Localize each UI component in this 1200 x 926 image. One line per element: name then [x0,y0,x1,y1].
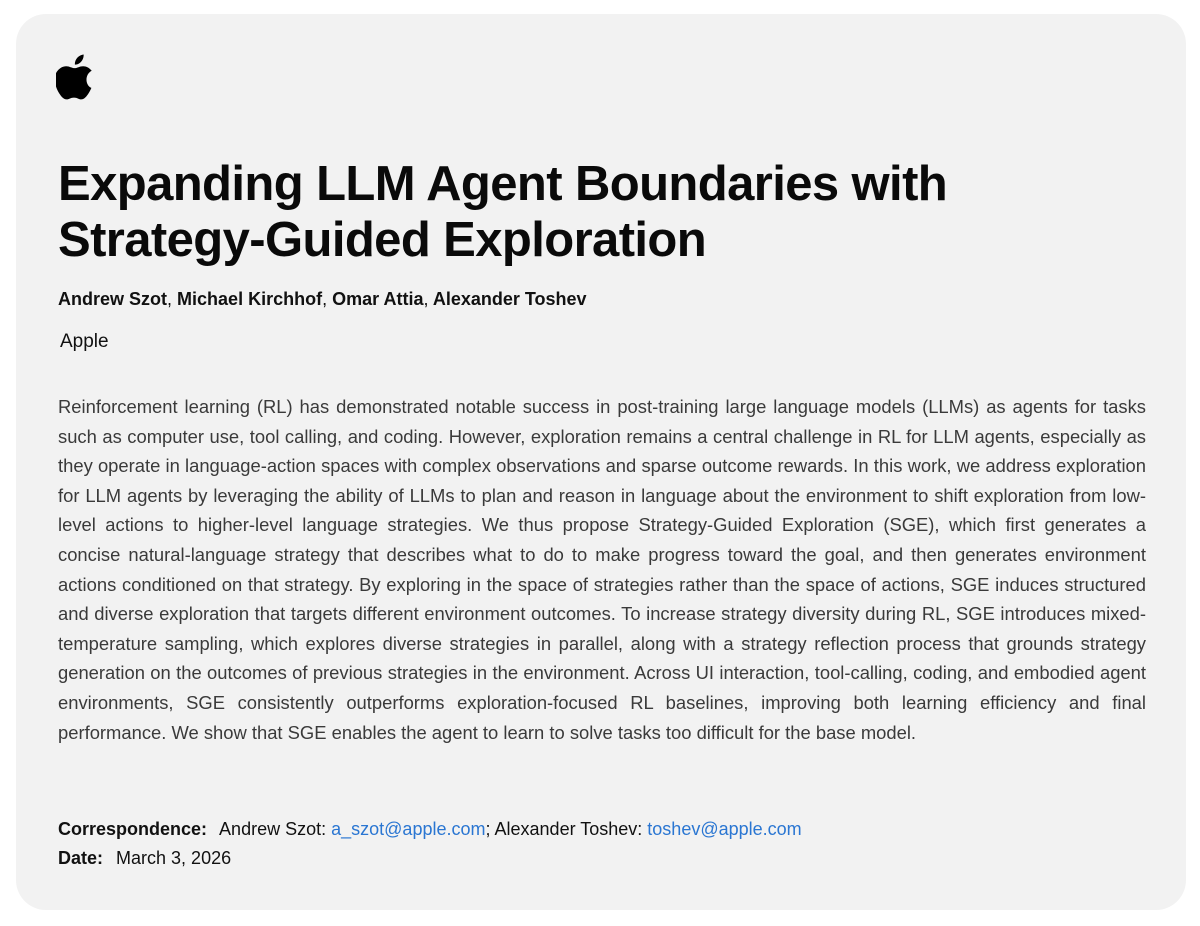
author-list [58,287,1148,311]
author-name: Omar Attia [332,289,424,309]
apple-logo-icon [56,54,96,100]
paper-title [58,156,1148,268]
author-separator: , [322,289,328,309]
correspondence-name: Andrew Szot: [219,819,327,839]
correspondence-label: Correspondence: [58,819,208,839]
correspondence-separator: ; [485,819,491,839]
affiliation: Apple [60,331,109,352]
author-separator: , [423,289,429,309]
email-link[interactable]: a_szot@apple.com [331,819,486,839]
date-value: March 3, 2026 [116,848,232,868]
title-line-2: Strategy-Guided Exploration [58,213,707,267]
paper-card [16,14,1186,910]
correspondence-name: Alexander Toshev: [494,819,643,839]
author-name: Michael Kirchhof [177,289,323,309]
email-link[interactable]: toshev@apple.com [647,819,802,839]
title-line-1: Expanding LLM Agent Boundaries with [58,157,948,211]
author-name: Andrew Szot [58,289,168,309]
author-name: Alexander Toshev [432,289,587,309]
correspondence-line [58,817,1148,841]
author-separator: , [167,289,173,309]
date-line [58,846,1148,870]
date-label: Date: [58,848,104,868]
abstract-text: Reinforcement learning (RL) has demonstrated notable success in post-training large language models (LLMs) as agents for tasks such as computer use, tool calling, and coding. However, exploration remains a central challenge in RL for LLM agents, especially as they operate in language-action spaces with complex observations and sparse outcome rewards. In this work, we address exploration for LLM agents by leveraging the ability of LLMs to plan and reason in language about the environment to shift exploration from low-level actions to higher-level language strategies. We thus propose Strategy-Guided Exploration (SGE), which first generates a concise natural-language strategy that describes what to do to make progress toward the goal, and then generates environment actions conditioned on that strategy. By exploring in the space of strategies rather than the space of actions, SGE induces structured and diverse exploration that targets different environment outcomes. To increase strategy diversity during RL, SGE introduces mixed-temperature sampling, which explores diverse strategies in parallel, along with a strategy reflection process that grounds strategy generation on the outcomes of previous strategies in the environment. Across UI interaction, tool-calling, coding, and embodied agent environments, SGE consistently outperforms exploration-focused RL baselines, improving both learning efficiency and final performance. We show that SGE enables the agent to learn to solve tasks too difficult for the base model. [58,396,1146,743]
